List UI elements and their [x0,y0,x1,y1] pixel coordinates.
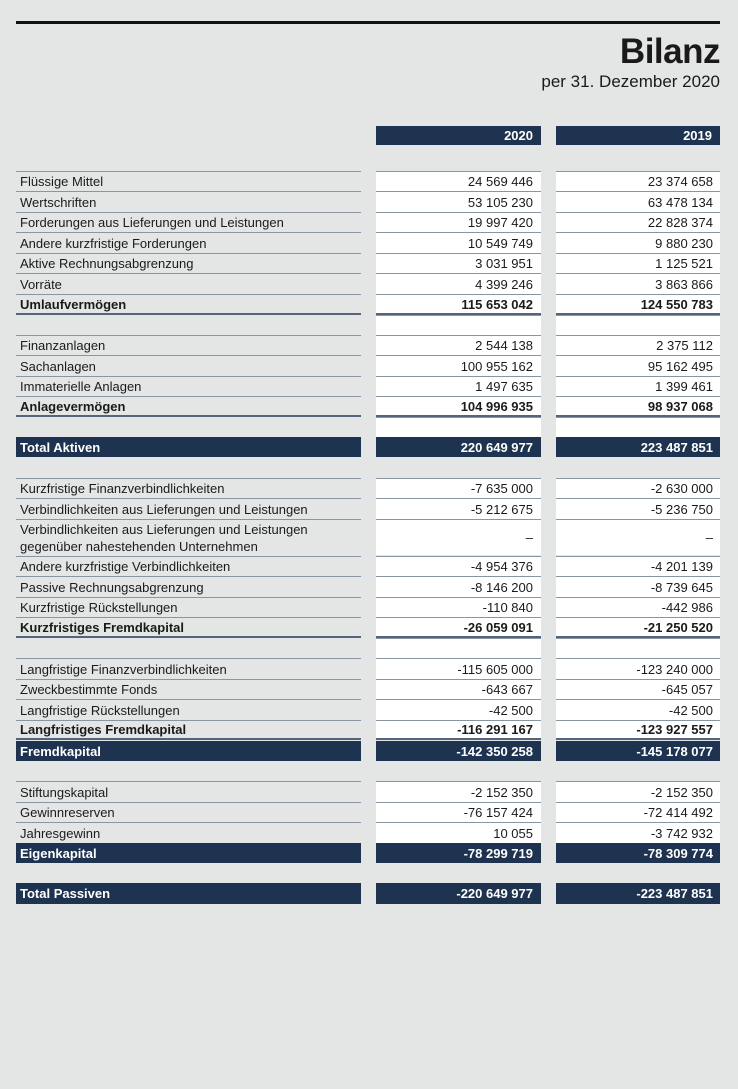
row-label: Andere kurzfristige Forderungen [16,232,361,253]
value-2020: -7 635 000 [376,478,541,498]
total-row [16,741,720,761]
row-label: Total Passiven [16,883,361,904]
table-row [16,576,720,597]
table-row [16,355,720,376]
value-2020: 24 569 446 [376,171,541,191]
value-2020: -115 605 000 [376,658,541,679]
value-2019: -21 250 520 [556,617,720,638]
value-2019: 98 937 068 [556,396,720,417]
value-2020: -110 840 [376,597,541,617]
value-2020: -76 157 424 [376,802,541,822]
value-2020: – [376,519,541,555]
row-label: Eigenkapital [16,843,361,863]
subtotal-row [16,720,720,740]
value-2020: -2 152 350 [376,781,541,802]
row-label: Kurzfristige Rückstellungen [16,597,361,617]
value-2020: 10 549 749 [376,232,541,253]
value-2020: -116 291 167 [376,720,541,740]
row-label: Immaterielle Anlagen [16,376,361,396]
spacer-cell [376,417,541,437]
value-2019: 9 880 230 [556,232,720,253]
subtotal-row [16,396,720,417]
value-2020: -8 146 200 [376,576,541,597]
value-2020: 53 105 230 [376,191,541,212]
value-2019: -2 152 350 [556,781,720,802]
value-2020: -643 667 [376,679,541,699]
value-2019: 3 863 866 [556,273,720,294]
table-row [16,191,720,212]
table-row [16,781,720,802]
row-label: Langfristige Finanzverbindlichkeiten [16,658,361,679]
row-label: Fremdkapital [16,741,361,761]
row-label: Kurzfristiges Fremdkapital [16,617,361,638]
value-2019: -2 630 000 [556,478,720,498]
value-2019: 1 399 461 [556,376,720,396]
table-row [16,699,720,720]
table-row [16,556,720,576]
page-title: Bilanz [619,32,720,71]
value-2019: 22 828 374 [556,212,720,232]
table-row [16,232,720,253]
total-row [16,883,720,904]
table-row [16,822,720,843]
value-2020: 19 997 420 [376,212,541,232]
value-2019: 2 375 112 [556,335,720,355]
value-2019: -123 927 557 [556,720,720,740]
value-2019: -3 742 932 [556,822,720,843]
spacer-cell [376,638,541,658]
value-2019: -442 986 [556,597,720,617]
value-2020: 3 031 951 [376,253,541,273]
table-row [16,171,720,191]
value-2019: -645 057 [556,679,720,699]
row-label: Verbindlichkeiten aus Lieferungen und Leistungen [16,498,361,519]
column-header-2020: 2020 [376,126,541,145]
table-row [16,658,720,679]
value-2019: -4 201 139 [556,556,720,576]
table-row [16,212,720,232]
value-2019: 95 162 495 [556,355,720,376]
value-2020: -4 954 376 [376,556,541,576]
value-2020: 2 544 138 [376,335,541,355]
row-label: Jahresgewinn [16,822,361,843]
row-label: Passive Rechnungsabgrenzung [16,576,361,597]
row-label: Finanzanlagen [16,335,361,355]
row-label: Sachanlagen [16,355,361,376]
table-row [16,802,720,822]
row-label: Wertschriften [16,191,361,212]
value-2019: -78 309 774 [556,843,720,863]
value-2020: 220 649 977 [376,437,541,457]
row-label: Vorräte [16,273,361,294]
row-label: Anlagevermögen [16,396,361,417]
top-rule [16,21,720,24]
table-row [16,519,720,555]
spacer-cell [556,638,720,658]
value-2020: -142 350 258 [376,741,541,761]
table-row [16,478,720,498]
subtotal-row [16,294,720,315]
value-2019: 63 478 134 [556,191,720,212]
row-label: Umlaufvermögen [16,294,361,315]
value-2019: 23 374 658 [556,171,720,191]
value-2020: 100 955 162 [376,355,541,376]
value-2020: 1 497 635 [376,376,541,396]
value-2020: -5 212 675 [376,498,541,519]
table-row [16,679,720,699]
table-row [16,597,720,617]
table-row [16,253,720,273]
row-label: Zweckbestimmte Fonds [16,679,361,699]
table-row [16,273,720,294]
subtotal-row [16,617,720,638]
value-2020: 4 399 246 [376,273,541,294]
row-label: Verbindlichkeiten aus Lieferungen und Leistungen gegenüber nahestehenden Unternehmen [16,519,361,555]
page-subtitle: per 31. Dezember 2020 [541,72,720,91]
table-row [16,335,720,355]
value-2020: 104 996 935 [376,396,541,417]
row-label: Aktive Rechnungsabgrenzung [16,253,361,273]
spacer-cell [556,417,720,437]
value-2019: -145 178 077 [556,741,720,761]
row-label: Gewinnreserven [16,802,361,822]
spacer-cell [556,315,720,335]
value-2019: -223 487 851 [556,883,720,904]
value-2020: -78 299 719 [376,843,541,863]
value-2019: -42 500 [556,699,720,720]
value-2020: 10 055 [376,822,541,843]
row-label: Total Aktiven [16,437,361,457]
row-label: Langfristiges Fremdkapital [16,720,361,740]
value-2019: -72 414 492 [556,802,720,822]
row-label: Andere kurzfristige Verbindlichkeiten [16,556,361,576]
value-2019: -123 240 000 [556,658,720,679]
value-2019: -8 739 645 [556,576,720,597]
value-2020: 115 653 042 [376,294,541,315]
table-row [16,376,720,396]
row-label: Flüssige Mittel [16,171,361,191]
value-2019: – [556,519,720,555]
value-2019: 1 125 521 [556,253,720,273]
row-label: Stiftungskapital [16,781,361,802]
row-label: Langfristige Rückstellungen [16,699,361,720]
spacer-cell [376,315,541,335]
column-header-2019: 2019 [556,126,720,145]
value-2020: -42 500 [376,699,541,720]
value-2020: -220 649 977 [376,883,541,904]
row-label: Kurzfristige Finanzverbindlichkeiten [16,478,361,498]
row-label: Forderungen aus Lieferungen und Leistungen [16,212,361,232]
total-row [16,437,720,457]
value-2019: 223 487 851 [556,437,720,457]
value-2020: -26 059 091 [376,617,541,638]
value-2019: -5 236 750 [556,498,720,519]
table-row [16,498,720,519]
total-row [16,843,720,863]
value-2019: 124 550 783 [556,294,720,315]
